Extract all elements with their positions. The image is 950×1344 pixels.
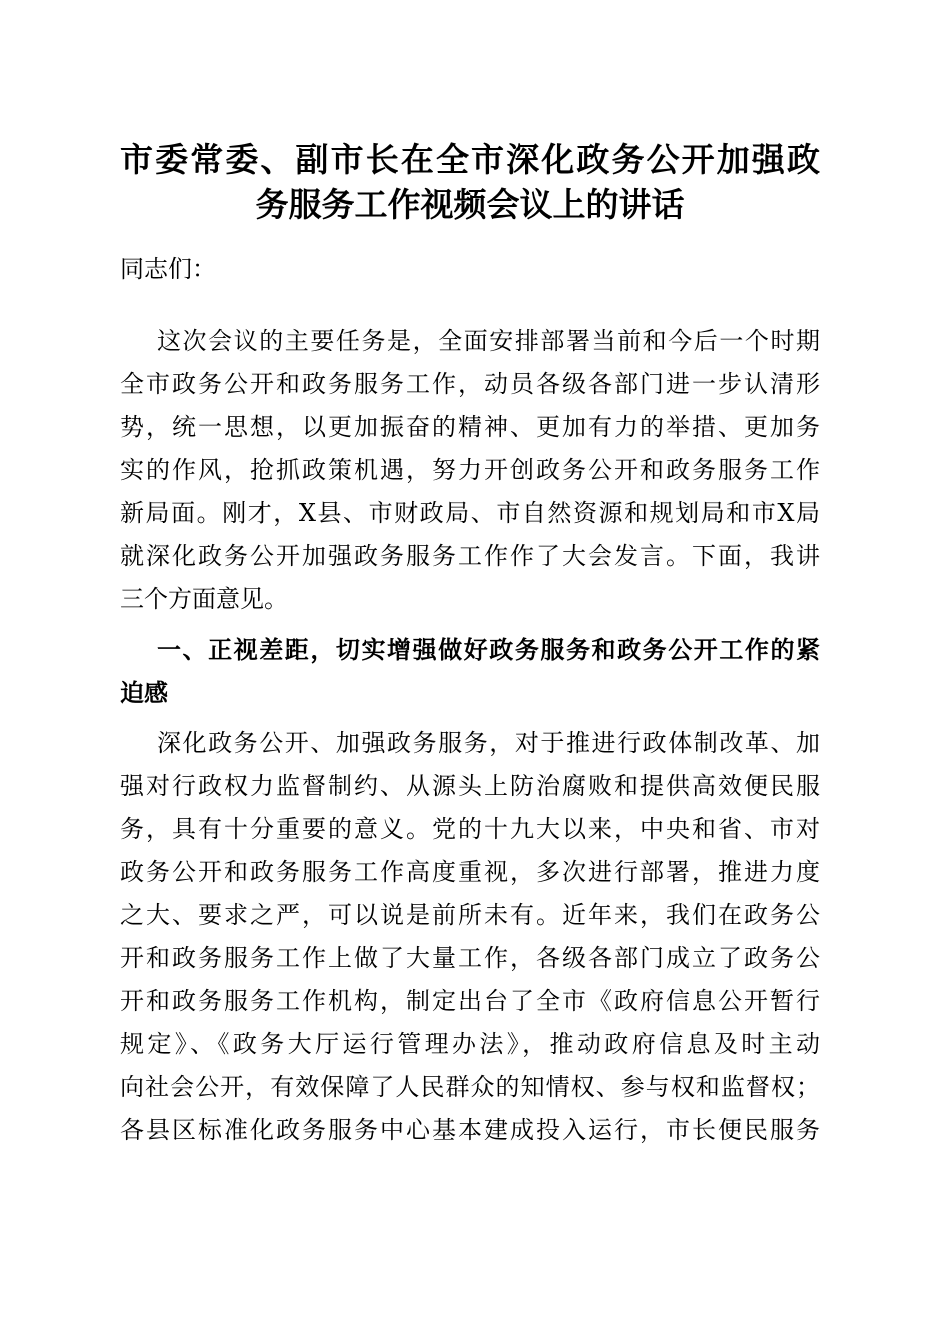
text-line: 实的作风，抢抓政策机遇，努力开创政务公开和政务服务工作: [120, 456, 820, 484]
text-line: 规定》、《政务大厅运行管理办法》，推动政府信息及时主动: [120, 1030, 820, 1058]
text-line: 势，统一思想，以更加振奋的精神、更加有力的举措、更加务: [120, 413, 820, 441]
document-title-line-1: 市委常委、副市长在全市深化政务公开加强政: [120, 140, 820, 179]
text-line: 务，具有十分重要的意义。党的十九大以来，中央和省、市对: [120, 815, 820, 843]
salutation-block: [120, 248, 820, 291]
text-line: 政务公开和政务服务工作高度重视，多次进行部署，推进力度: [120, 858, 820, 886]
text-line: 这次会议的主要任务是，全面安排部署当前和今后一个时期: [157, 327, 820, 355]
document-title-line-2: 务服务工作视频会议上的讲话: [255, 185, 685, 224]
text-line: 新局面。刚才，X县、市财政局、市自然资源和规划局和市X局: [120, 499, 820, 527]
paragraph-2: [120, 722, 820, 1152]
text-line: 开和政务服务工作机构，制定出台了全市《政府信息公开暂行: [120, 987, 820, 1015]
heading-line: 一、正视差距，切实增强做好政务服务和政务公开工作的紧: [157, 636, 820, 664]
text-line: 各县区标准化政务服务中心基本建成投入运行，市长便民服务: [120, 1116, 820, 1144]
text-line: 全市政务公开和政务服务工作，动员各级各部门进一步认清形: [120, 370, 820, 398]
text-line: 开和政务服务工作上做了大量工作，各级各部门成立了政务公: [120, 944, 820, 972]
heading-line: 迫感: [120, 679, 168, 707]
paragraph-1: [120, 320, 820, 621]
salutation: 同志们：: [120, 255, 216, 283]
text-line: 深化政务公开、加强政务服务，对于推进行政体制改革、加: [157, 729, 820, 757]
text-line: 向社会公开，有效保障了人民群众的知情权、参与权和监督权；: [120, 1073, 820, 1101]
text-line: 三个方面意见。: [120, 585, 288, 613]
text-line: 之大、要求之严，可以说是前所未有。近年来，我们在政务公: [120, 901, 820, 929]
section-1-heading: [120, 629, 820, 715]
text-line: 就深化政务公开加强政务服务工作作了大会发言。下面，我讲: [120, 542, 820, 570]
text-line: 强对行政权力监督制约、从源头上防治腐败和提供高效便民服: [120, 772, 820, 800]
